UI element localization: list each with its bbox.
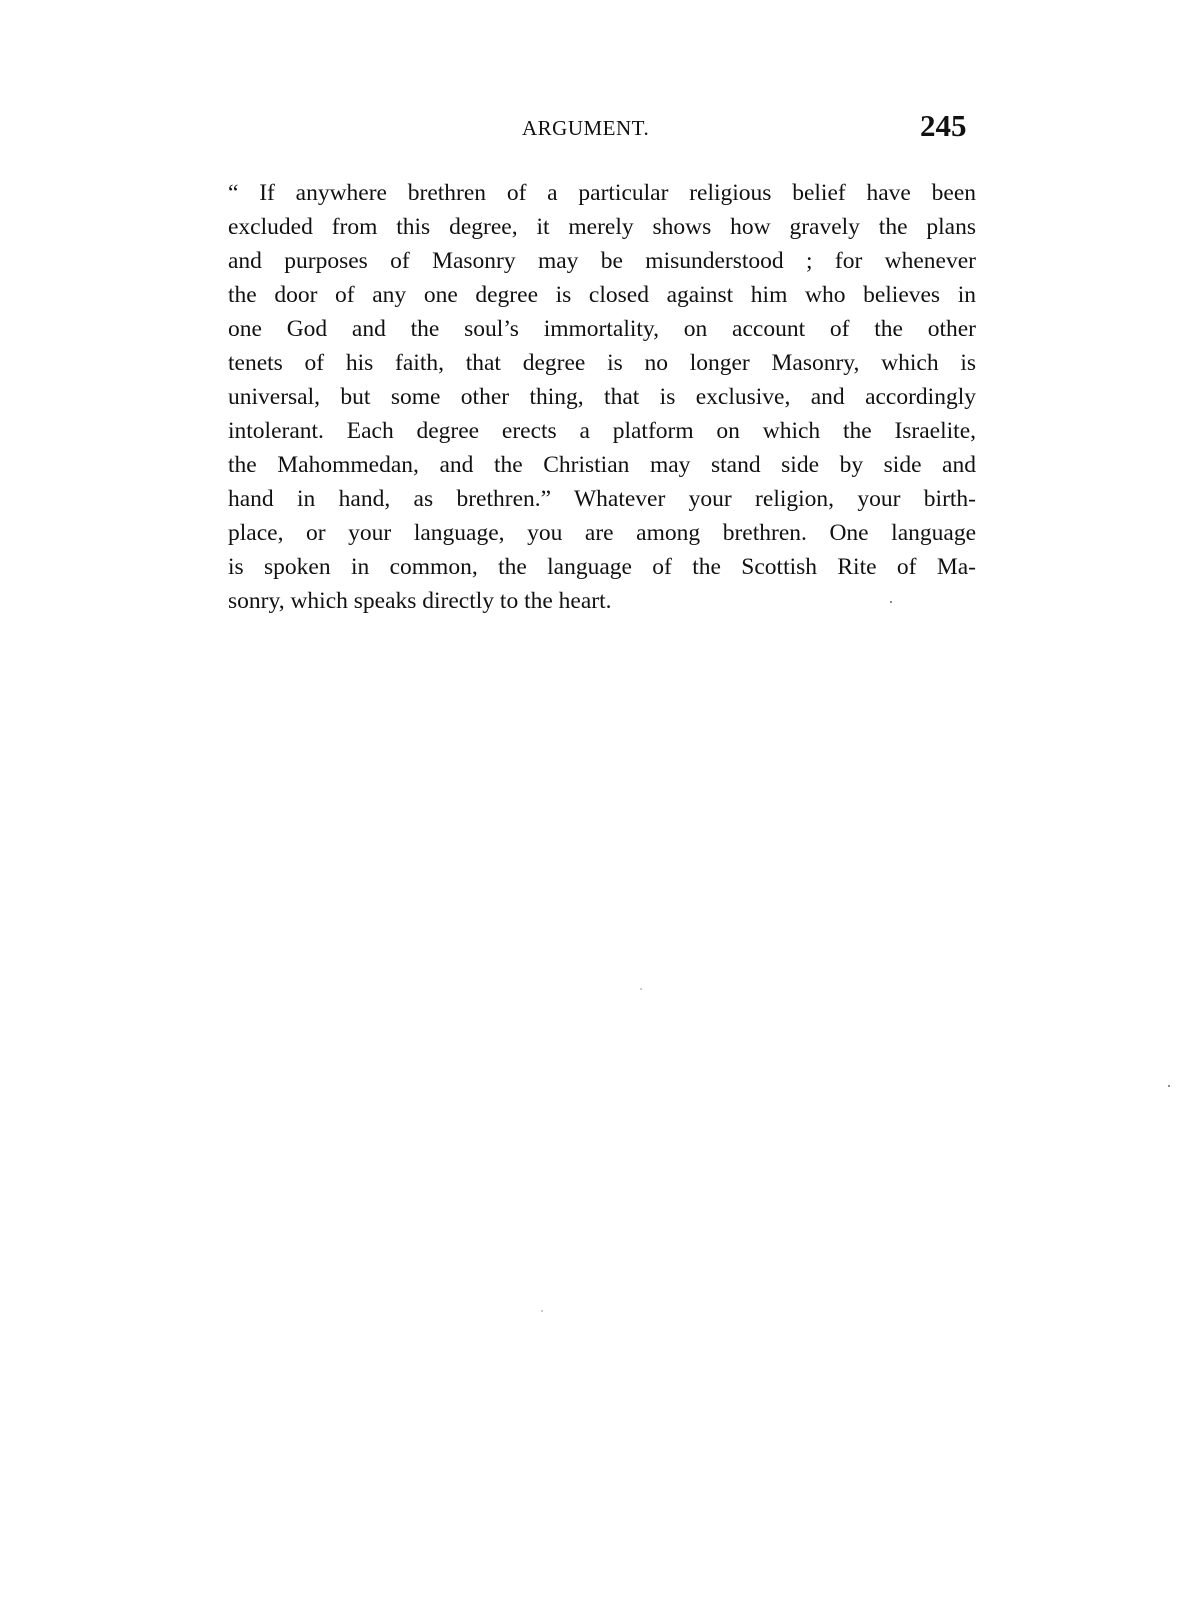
text-line: tenets of his faith, that degree is no longer Masonry, which is [228, 350, 976, 376]
text-line: excluded from this degree, it merely shows how gravely the plans [228, 214, 976, 240]
scan-speck [890, 601, 892, 603]
running-head [0, 108, 1200, 148]
text-line: the door of any one degree is closed against him who believes in [228, 282, 976, 308]
text-line: and purposes of Masonry may be misunderstood ; for whenever [228, 248, 976, 274]
page-number: 245 [920, 108, 967, 143]
text-line: “ If anywhere brethren of a particular religious belief have been [228, 180, 976, 206]
scan-speck [640, 988, 642, 990]
text-line: place, or your language, you are among brethren. One language [228, 520, 976, 546]
text-line: is spoken in common, the language of the Scottish Rite of Ma- [228, 554, 976, 580]
text-line: intolerant. Each degree erects a platform on which the Israelite, [228, 418, 976, 444]
text-line: the Mahommedan, and the Christian may stand side by side and [228, 452, 976, 478]
scan-speck [1168, 1085, 1170, 1087]
scan-speck [541, 1310, 543, 1312]
body-paragraph [228, 176, 976, 618]
text-line: universal, but some other thing, that is exclusive, and accordingly [228, 384, 976, 410]
text-line: hand in hand, as brethren.” Whatever your religion, your birth- [228, 486, 976, 512]
text-line: sonry, which speaks directly to the heart. [228, 588, 612, 614]
text-line: one God and the soul’s immortality, on account of the other [228, 316, 976, 342]
running-title: ARGUMENT. [522, 116, 650, 140]
